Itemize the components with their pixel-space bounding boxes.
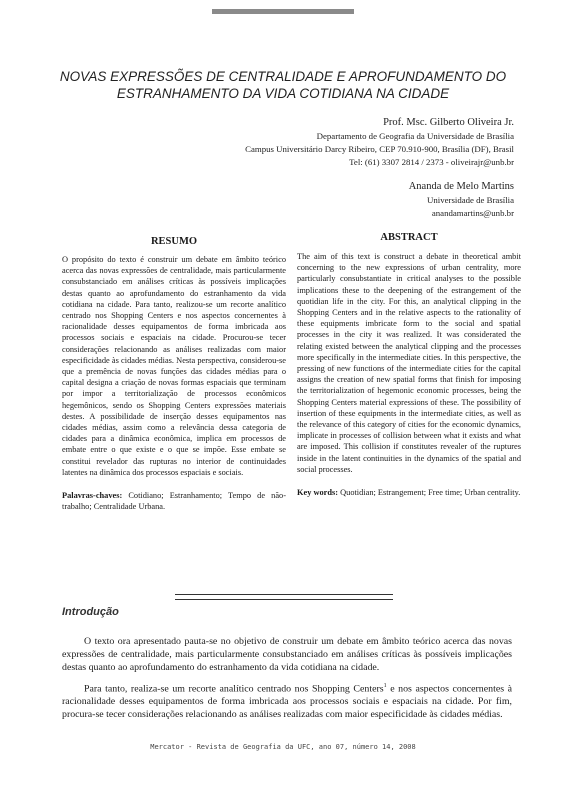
author-1-department: Departamento de Geografia da Universidade de Brasília [316, 131, 514, 141]
introduction-body [62, 635, 512, 727]
intro-paragraph-1: O texto ora apresentado pauta-se no objetivo de construir um debate em âmbito teórico acerca das novas expressões de centralidade, mais particularmente consubstanciado em análises críticas às possíveis implicações destas quanto ao aprofundamento do estranhamento da vida cotidiana na cidade. [62, 636, 512, 673]
intro-paragraph-2 [62, 680, 512, 721]
author-2-name: Ananda de Melo Martins [408, 181, 514, 192]
intro-paragraph-2-start: Para tanto, realiza-se um recorte analítico centrado nos Shopping Centers [84, 683, 384, 695]
title-line-1: NOVAS EXPRESSÕES DE CENTRALIDADE E APROFUNDAMENTO DO [59, 69, 507, 84]
abstract-keywords-text: Quotidian; Estrangement; Free time; Urban centrality. [338, 488, 521, 498]
resumo-column [62, 254, 286, 512]
resumo-heading: RESUMO [150, 236, 198, 247]
resumo-keywords-text: Cotidiano; Estranhamento; Tempo de não-trabalho; Centralidade Urbana. [62, 491, 286, 512]
footnote-marker[interactable]: 1 [383, 683, 387, 689]
author-2-university: Universidade de Brasília [427, 195, 514, 205]
author-2-email: anandamartins@unb.br [431, 208, 514, 218]
section-divider-bottom [175, 599, 393, 600]
title-line-2: ESTRANHAMENTO DA VIDA COTIDIANA NA CIDADE [116, 86, 450, 101]
abstract-text: The aim of this text is construct a debate in theoretical ambit concerning to the new expressions of urban centrality, more particularly consubstantiate in critical analyses to the possible implications these to the deepening of the estrangement of the quotidian life in the city. For this, an analytical clipping in the Shopping Centers and in the relative aspects to the rationality of these equipments imbricate form to the social and spatial processes in the city it was realized. It was considerated the relating existed between the analytical clipping and the processes more specifically in the intermediate cities. In this perspective, the pressing of new functions of the intermediate cities for the capital assigns the creation of new spatial forms that finish for imposing the territorialization of hegemonic economic processes, being the Shopping Centers material expressions of these. The possibility of insertion of these equipments in the intermediate cities, as well as the relevance of this category of cities for the economic dynamics, implicate in processes of collision between what it exists and what are imposed. This collision if constitutes revealer of the ruptures inside in the latent continuities in the dynamics of the spatial and social processes. [297, 252, 521, 474]
resumo-keywords [62, 490, 286, 512]
author-1-block [245, 116, 514, 169]
abstract-keywords-label: Key words: [297, 488, 339, 498]
author-2-block [409, 180, 514, 220]
top-decorative-bar [212, 9, 354, 14]
author-1-campus: Campus Universitário Darcy Ribeiro, CEP 70.910-900, Brasília (DF), Brasil [245, 144, 514, 154]
section-divider-top [175, 594, 393, 595]
resumo-text: O propósito do texto é construir um debate em âmbito teórico acerca das novas expressões de centralidade, mais particularmente consubstanciado em análises críticas às possíveis implicações destas quanto ao aprofundamento do estranhamento da vida cotidiana na cidade. Para tanto, realizou-se um recorte analítico centrado nos Shopping Centers e nos aspectos concernentes à racionalidade desses equipamentos de forma imbricada aos processos sociais e espaciais na cidade. Procurou-se tecer considerações relacionando as análises realizadas com maior especificidade às cidades médias. Nesta perspectiva, considerou-se que a premência de novas funções das cidades médias para o capital designa a criação de novas formas espaciais que terminam por impor a territorialização de processos econômicos hegemônicos, sendo os Shopping Centers expressões materiais destes. A possibilidade de inserção desses equipamentos nas cidades médias, assim como a relevância dessa categoria de cidades para a dinâmica econômica, implica em processos de embate entre o que existe e o que se impõe. Esse embate se constitui revelador das rupturas no interior de continuidades latentes na dinâmica dos processos espaciais e sociais. [62, 255, 286, 477]
intro-paragraph-2-end: e nos aspectos concernentes à racionalidade desses equipamentos de forma imbricada aos processos sociais e espaciais na cidade. Por fim, procura-se tecer considerações relacionando as análises realizadas com maior especificidade às cidades médias. [62, 683, 513, 721]
abstract-heading: ABSTRACT [380, 232, 438, 243]
paper-title [40, 68, 526, 102]
author-1-contact: Tel: (61) 3307 2814 / 2373 - oliveirajr@unb.br [349, 157, 514, 167]
introduction-heading: Introdução [62, 606, 119, 618]
author-1-name: Prof. Msc. Gilberto Oliveira Jr. [383, 117, 514, 128]
resumo-keywords-label: Palavras-chaves: [62, 491, 123, 501]
abstract-column [297, 251, 521, 498]
abstract-keywords [297, 487, 521, 498]
journal-footer: Mercator - Revista de Geografia da UFC, ano 07, número 14, 2008 [150, 743, 416, 751]
